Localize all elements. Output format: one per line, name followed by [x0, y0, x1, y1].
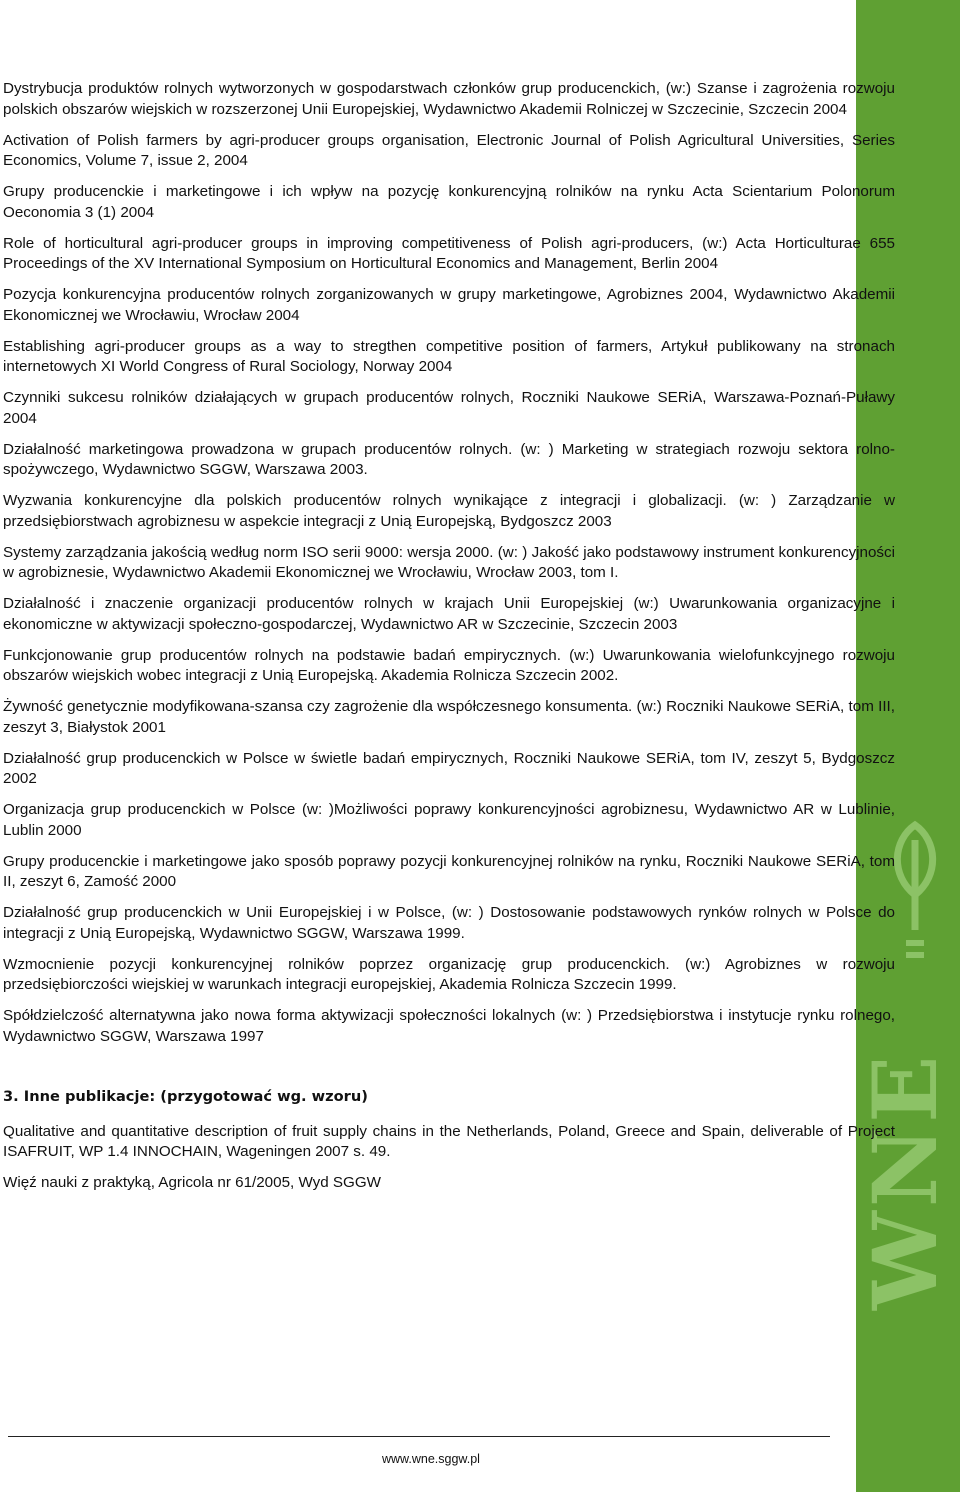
publication-entry: Czynniki sukcesu rolników działających w grupach producentów rolnych, Roczniki Naukowe SERiA, Warszawa-Poznań-Puławy 2004 [3, 389, 895, 427]
publication-entry: Więź nauki z praktyką, Agricola nr 61/2005, Wyd SGGW [3, 1174, 382, 1191]
publication-entry: Żywność genetycznie modyfikowana-szansa czy zagrożenie dla współczesnego konsumenta. (w:) Roczniki Naukowe SERiA, tom III, zeszyt 3, Białystok 2001 [3, 698, 895, 736]
publication-entry: Systemy zarządzania jakością według norm ISO serii 9000: wersja 2000. (w: ) Jakość jako podstawowy instrument konkurencyjności w agrobiznesie, Wydawnictwo Akademii Ekonomicznej we Wrocławiu, Wrocław 2003, tom I. [3, 543, 895, 581]
publication-entry: Establishing agri-producer groups as a way to stregthen competitive position of farmers, Artykuł publikowany na stronach internetowych XI World Congress of Rural Sociology, Norway 2004 [3, 337, 895, 375]
publication-entry: Dystrybucja produktów rolnych wytworzonych w gospodarstwach członków grup producenckich, (w:) Szanse i zagrożenia rozwoju polskich obszarów wiejskich w rozszerzonej Unii Europejskiej, Wydawnictwo Akademii Rolniczej w Szczecinie, Szczecin 2004 [3, 80, 895, 118]
publication-entry: Grupy producenckie i marketingowe jako sposób poprawy pozycji konkurencyjnej rolników na rynku, Roczniki Naukowe SERiA, tom II, zeszyt 6, Zamość 2000 [3, 852, 895, 890]
publication-list [3, 79, 895, 1204]
footer-divider [8, 1436, 830, 1437]
publication-entry: Działalność marketingowa prowadzona w grupach producentów rolnych. (w: ) Marketing w strategiach rozwoju sektora rolno-spożywczego, Wydawnictwo SGGW, Warszawa 2003. [3, 440, 895, 478]
publication-entry: Qualitative and quantitative description of fruit supply chains in the Netherlands, Poland, Greece and Spain, deliverable of Project ISAFRUIT, WP 1.4 INNOCHAIN, Wageningen 2007 s. 49. [3, 1122, 895, 1160]
wne-logo-text: WNE [853, 1051, 957, 1310]
wheat-icon [897, 825, 932, 958]
section-heading: 3. Inne publikacje: (przygotować wg. wzoru) [3, 1088, 368, 1105]
publication-entry: Grupy producenckie i marketingowe i ich wpływ na pozycję konkurencyjną rolników na rynku Acta Scientarium Polonorum Oeconomia 3 (1) 2004 [3, 183, 895, 221]
publication-entry: Działalność grup producenckich w Polsce w świetle badań empirycznych, Roczniki Naukowe SERiA, tom IV, zeszyt 5, Bydgoszcz 2002 [3, 749, 895, 787]
publication-entry: Wzmocnienie pozycji konkurencyjnej rolników poprzez organizację grup producenckich. (w:) Agrobiznes w rozwoju przedsiębiorczości wiejskiej w warunkach integracji europejskiej, Akademia Rolnicza Szczecin 1999. [3, 955, 895, 993]
publication-entry: Activation of Polish farmers by agri-producer groups organisation, Electronic Journal of Polish Agricultural Universities, Series Economics, Volume 7, issue 2, 2004 [3, 131, 895, 169]
publication-entry: Funkcjonowanie grup producentów rolnych na podstawie badań empirycznych. (w:) Uwarunkowania wielofunkcyjnego rozwoju obszarów wiejskich wobec integracji z Unią Europejską. Akademia Rolnicza Szczecin 2002. [3, 646, 895, 684]
publication-entry: Organizacja grup producenckich w Polsce (w: )Możliwości poprawy konkurencyjności agrobiznesu, Wydawnictwo AR w Lublinie, Lublin 2000 [3, 801, 895, 839]
publication-entry: Role of horticultural agri-producer groups in improving competitiveness of Polish agri-producers, (w:) Acta Horticulturae 655 Proceedings of the XV International Symposium on Horticultural Economics and Management, Berlin 2004 [3, 234, 895, 272]
footer-url[interactable]: www.wne.sggw.pl [382, 1452, 480, 1466]
publication-entry: Działalność grup producenckich w Unii Europejskiej i w Polsce, (w: ) Dostosowanie podstawowych rynków rolnych w Polsce do integracji z Unią Europejską, Wydawnictwo SGGW, Warszawa 1999. [3, 904, 895, 942]
publication-entry: Działalność i znaczenie organizacji producentów rolnych w krajach Unii Europejskiej (w:) Uwarunkowania organizacyjne i ekonomiczne w aktywizacji społeczno-gospodarczej, Wydawnictwo AR w Szczecinie, Szczecin 2003 [3, 595, 895, 633]
publication-entry: Wyzwania konkurencyjne dla polskich producentów rolnych wynikające z integracji i globalizacji. (w: ) Zarządzanie w przedsiębiorstwach agrobiznesu w aspekcie integracji z Unią Europejską, Bydgoszcz 2003 [3, 492, 895, 530]
publication-entry: Pozycja konkurencyjna producentów rolnych zorganizowanych w grupy marketingowe, Agrobiznes 2004, Wydawnictwo Akademii Ekonomicznej we Wrocławiu, Wrocław 2004 [3, 286, 895, 324]
publication-entry: Spółdzielczość alternatywna jako nowa forma aktywizacji społeczności lokalnych (w: ) Przedsiębiorstwa i instytucje rynku rolnego, Wydawnictwo SGGW, Warszawa 1997 [3, 1007, 895, 1045]
